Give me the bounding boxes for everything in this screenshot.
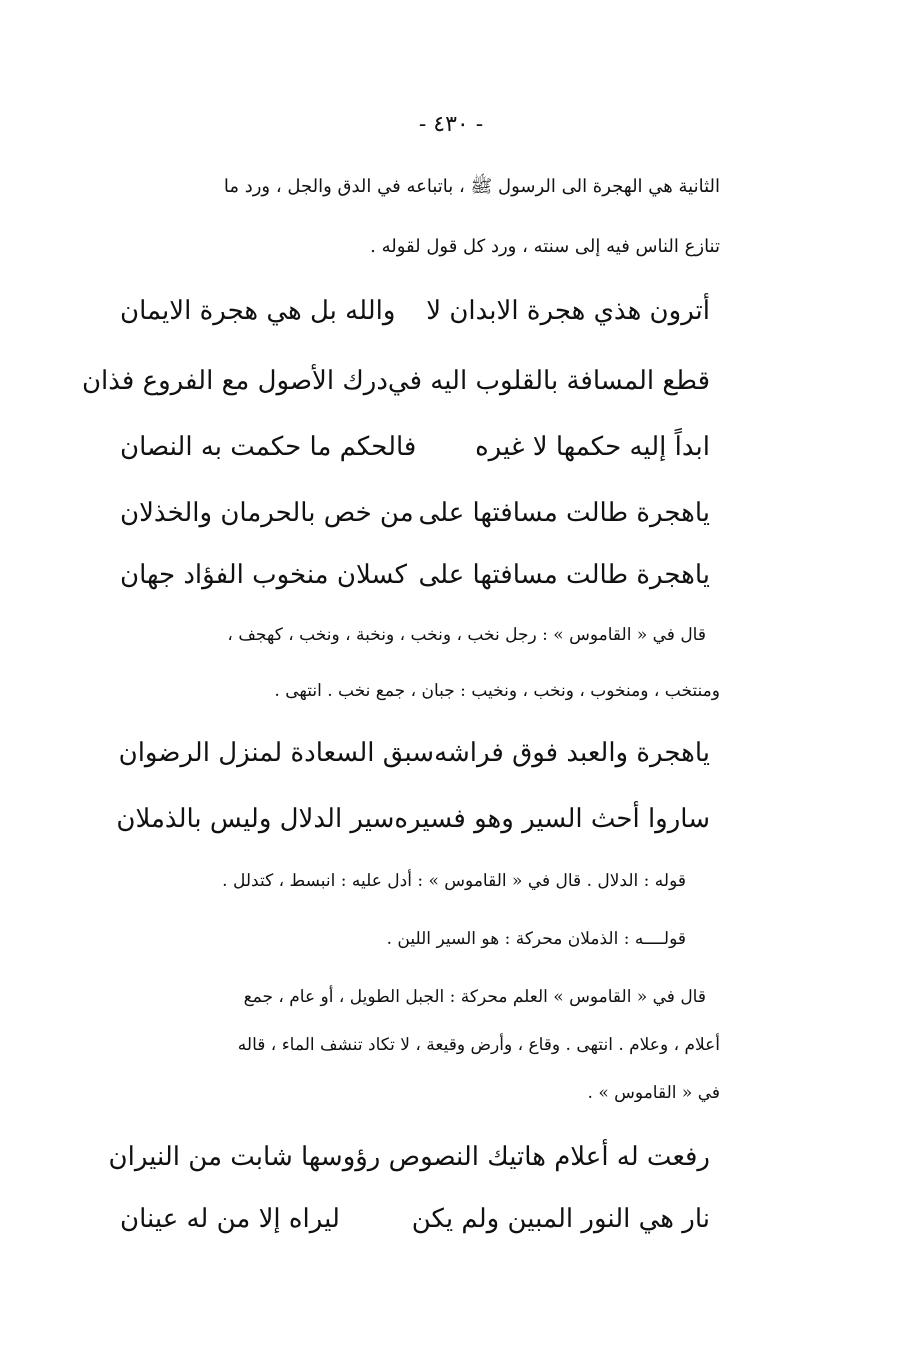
verse-first-hemistich: ياهجرة والعبد فوق فراشه: [434, 738, 710, 768]
footnote-line: أعلام ، وعلام . انتهى . وقاع ، وأرض وقيعة ، لا تكاد تنشف الماء ، قاله: [237, 1035, 720, 1055]
intro-line: تنازع الناس فيه إلى سنته ، ورد كل قول لقوله .: [370, 236, 720, 257]
verse-second-hemistich: ص رؤوسها شابت من النيران: [108, 1142, 421, 1172]
verse-first-hemistich: ابداً إليه حكمها لا غيره: [475, 432, 710, 462]
verse-first-hemistich: أترون هذي هجرة الابدان لا: [426, 296, 710, 326]
verse-second-hemistich: فالحكم ما حكمت به النصان: [120, 432, 417, 462]
verse-line: [108, 1132, 710, 1182]
verse-first-hemistich: ساروا أحث السير وهو فسيره: [394, 804, 710, 834]
footnote-line: في « القاموس » .: [587, 1083, 720, 1103]
verse-second-hemistich: والله بل هي هجرة الايمان: [120, 296, 396, 326]
verse-first-hemistich: ياهجرة طالت مسافتها على: [418, 498, 710, 528]
verse-second-hemistich: سير الدلال وليس بالذملان: [116, 804, 395, 834]
verse-second-hemistich: سبق السعادة لمنزل الرضوان: [118, 738, 435, 768]
verse-second-hemistich: ليراه إلا من له عينان: [120, 1204, 340, 1234]
verse-first-hemistich: نار هي النور المبين ولم يكن: [411, 1204, 710, 1234]
footnote-line: قال في « القاموس » : رجل نخب ، ونخب ، ونخبة ، ونخب ، كهجف ،: [227, 625, 706, 645]
verse-first-hemistich: رفعت له أعلام هاتيك النصو: [420, 1142, 710, 1172]
footnote-line: ومنتخب ، ومنخوب ، ونخب ، ونخيب : جبان ، جمع نخب . انتهى .: [274, 681, 720, 701]
page-number: - ٤٣٠ -: [418, 112, 484, 137]
verse-second-hemistich: كسلان منخوب الفؤاد جهان: [120, 560, 408, 590]
verse-first-hemistich: ياهجرة طالت مسافتها على: [418, 560, 710, 590]
footnote-line: قوله : الدلال . قال في « القاموس » : أدل عليه : انبسط ، كتدلل .: [222, 871, 686, 891]
verse-line: [120, 1194, 710, 1244]
verse-first-hemistich: قطع المسافة بالقلوب اليه في: [387, 366, 710, 396]
verse-second-hemistich: درك الأصول مع الفروع فذان: [81, 366, 388, 396]
verse-line: [120, 550, 710, 600]
footnote-line: قال في « القاموس » العلم محركة : الجبل الطويل ، أو عام ، جمع: [243, 987, 706, 1007]
intro-line: الثانية هي الهجرة الى الرسول ﷺ ، باتباعه في الدق والجل ، ورد ما: [223, 176, 720, 197]
verse-line: [120, 488, 710, 538]
verse-second-hemistich: من خص بالحرمان والخذلان: [120, 498, 414, 528]
verse-line: [120, 422, 710, 472]
verse-line: [120, 728, 710, 778]
verse-line: [81, 356, 710, 406]
footnote-line: قولــــه : الذملان محركة : هو السير اللين .: [386, 929, 686, 949]
verse-line: [116, 794, 710, 844]
verse-line: [120, 286, 710, 336]
